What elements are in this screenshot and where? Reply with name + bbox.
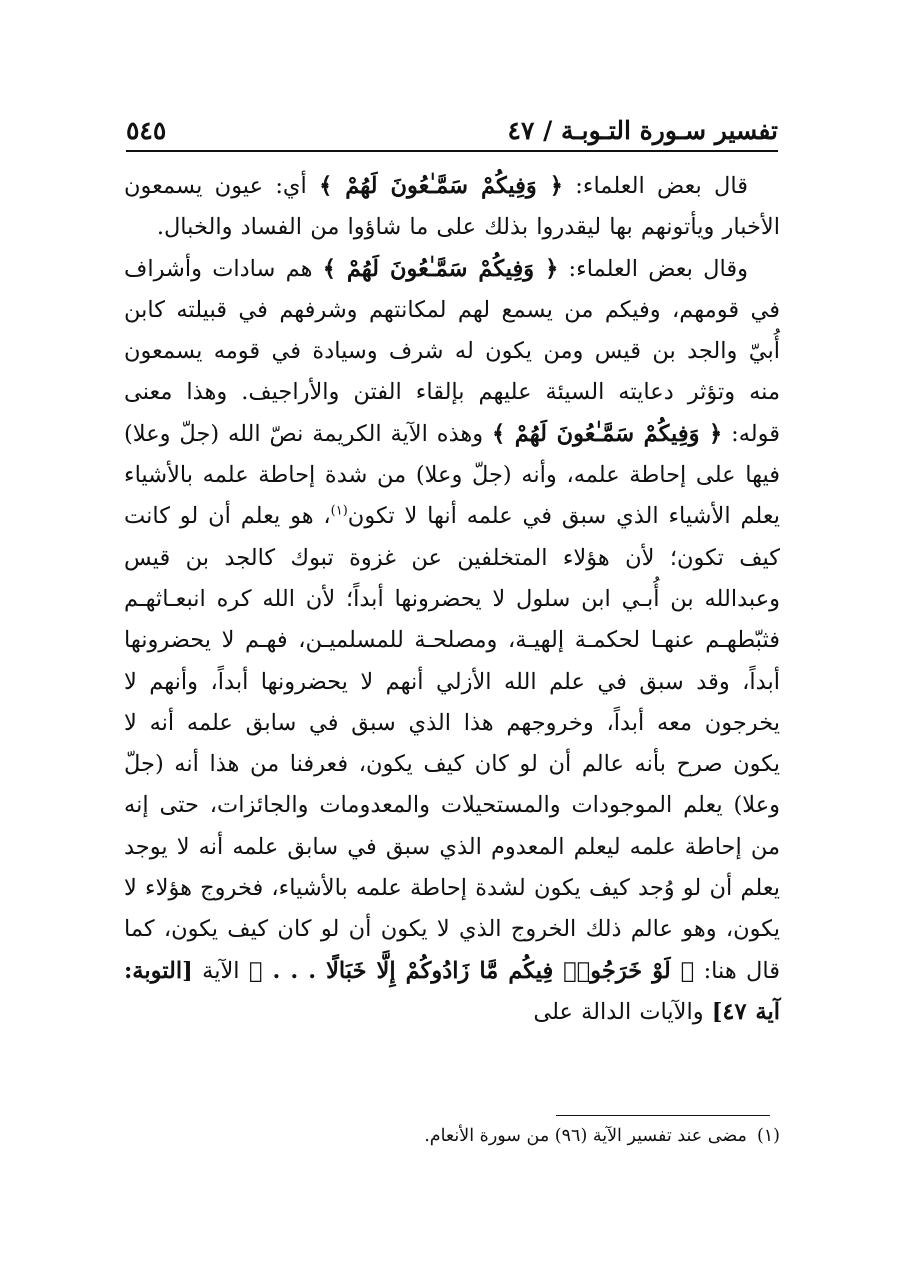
header-divider bbox=[126, 150, 778, 152]
p2-text-3: وهذه الآية الكريمة نصّ الله (جلّ وعلا) فيها على إحاطة علمه، وأنه (جلّ وعلا) من شدة إحاطة علمه بالأشياء يعلم الأشياء الذي سبق في علمه أنها لا تكون bbox=[124, 420, 780, 530]
p1-text-1: قال بعض العلماء: bbox=[562, 173, 749, 199]
footnote-divider bbox=[556, 1115, 770, 1116]
p2-text-6: والآيات الدالة على bbox=[533, 998, 712, 1025]
main-text bbox=[124, 166, 780, 1033]
p2-text-2: هم سادات وأشراف في قومهم، وفيكم من يسمع لهم لمكانتهم وشرفهم في قبيلته كابن أُبيّ والجد بن قيس ومن يكون له شرف وسيادة في قومه يسمعون منه وتؤثر دعايته السيئة عليهم بإلقاء الفتن والأراجيف. وهذا معنى قوله: bbox=[124, 255, 781, 447]
footnote-text: مضى عند تفسير الآية (٩٦) من سورة الأنعام. bbox=[424, 1126, 747, 1146]
quran-quote-4: ﴿ لَوْ خَرَجُوا۟ فِيكُم مَّا زَادُوكُمْ إِلَّا خَبَالًا . . . ﴾ bbox=[248, 957, 695, 984]
quran-quote-3: ﴿ وَفِيكُمْ سَمَّـٰعُونَ لَهُمْ ﴾ bbox=[492, 420, 723, 447]
paragraph-2 bbox=[124, 249, 780, 1034]
p2-text-5: الآية bbox=[192, 957, 249, 984]
paragraph-1 bbox=[124, 166, 780, 249]
verse-citation: [التوبة: آية ٤٧] bbox=[124, 957, 780, 1025]
header-title: تفسير سـورة التـوبـة / ٤٧ bbox=[507, 116, 778, 145]
quran-quote-2: ﴿ وَفِيكُمْ سَمَّـٰعُونَ لَهُمْ ﴾ bbox=[322, 255, 559, 282]
page-number: ٥٤٥ bbox=[126, 116, 167, 145]
footnote-number: (١) bbox=[756, 1126, 780, 1146]
running-header bbox=[126, 112, 778, 148]
footnote-reference[interactable]: (١) bbox=[330, 503, 348, 519]
p2-text-1: وقال بعض العلماء: bbox=[558, 255, 748, 282]
p1-text-2: أي: عيون يسمعون الأخبار ويأتونهم بها ليقدروا بذلك على ما شاؤوا من الفساد والخبال. bbox=[124, 173, 780, 241]
quran-quote-1: ﴿ وَفِيكُمْ سَمَّـٰعُونَ لَهُمْ ﴾ bbox=[319, 173, 563, 199]
footnote bbox=[424, 1126, 780, 1146]
p2-text-4: ، هو يعلم أن لو كانت كيف تكون؛ لأن هؤلاء المتخلفين عن غزوة تبوك كالجد بن قيس وعبدالله بن أُبـي ابن سلول لا يحضرونها أبداً؛ لأن الله كره انبعـاثهـم فثبّطهـم عنهـا لحكمـة إلهيـة، ومصلحـة للمسلميـن، فهـم لا يحضرونها أبداً، وقد سبق في علم الله الأزلي أنهم لا يحضرونها أبداً، وأنهم لا يخرجون معه أبداً، وخروجهم هذا الذي سبق في سابق علمه أنه لا يكون صرح بأنه عالم أن لو كان كيف يكون، فعرفنا من هذا أنه (جلّ وعلا) يعلم الموجودات والمستحيلات والمعدومات والجائزات، حتى إنه من إحاطة علمه ليعلم المعدوم الذي سبق في سابق علمه أنه لا يوجد يعلم أن لو وُجد كيف يكون لشدة إحاطة علمه بالأشياء، فخروج هؤلاء لا يكون، وهو عالم ذلك الخروج الذي لا يكون أن لو كان كيف يكون، كما قال هنا: bbox=[124, 503, 781, 984]
